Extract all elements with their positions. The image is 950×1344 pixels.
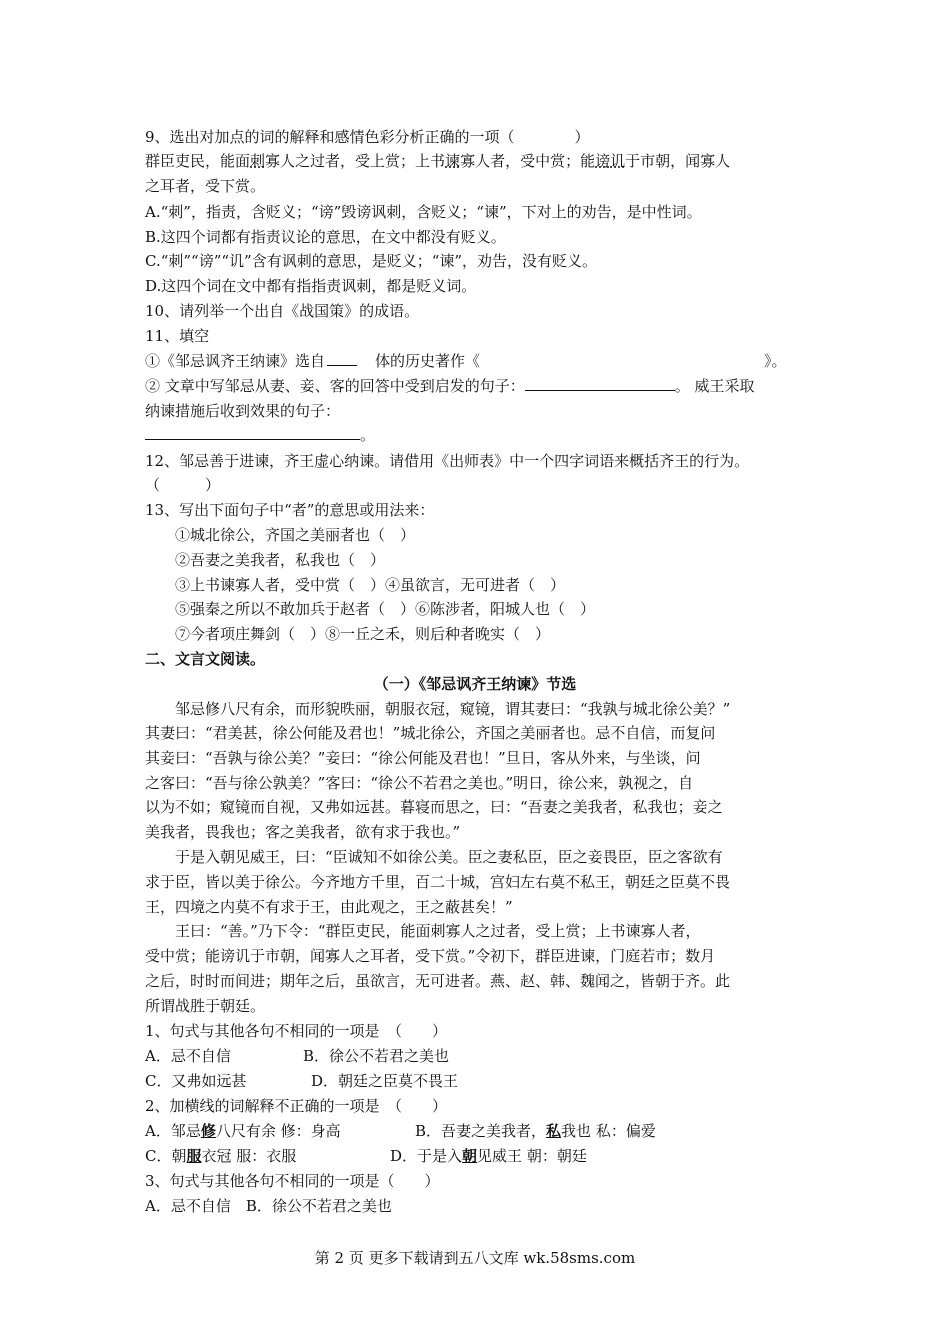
r2-options-cd: [145, 1144, 587, 1168]
r1-option-c: C．又弗如远甚: [145, 1072, 247, 1090]
r2-underlined-word: 私: [546, 1122, 562, 1140]
r1-title: 1、句式与其他各句不相同的一项是 （ ）: [145, 1022, 448, 1040]
q11-item1-text: ①《邹忌讽齐王纳谏》选自: [145, 352, 326, 370]
page-footer: 第 2 页 更多下载请到五八文库 wk.58sms.com: [314, 1249, 636, 1267]
r1-option-b: B．徐公不若君之美也: [303, 1047, 450, 1065]
passage-line: 以为不如；窥镜而自视，又弗如远甚。暮寝而思之，曰：“吾妻之美我者，私我也；妾之: [145, 798, 723, 816]
passage-line: 王，四境之内莫不有求于王，由此观之，王之蔽甚矣！”: [145, 898, 513, 916]
r2-underlined-word: 朝: [462, 1147, 478, 1165]
q9-dotted-word: 刺: [250, 152, 266, 170]
r2-option-b: [415, 1122, 656, 1140]
q9-dotted-word: 谏: [445, 152, 461, 170]
r1-option-a: A．忌不自信: [145, 1047, 231, 1065]
passage-line: 美我者，畏我也；客之美我者，欲有求于我也。”: [145, 823, 461, 841]
q11-item2-answer: [145, 423, 375, 447]
r2-option-a: [145, 1119, 415, 1143]
q9-stem-text: 群臣吏民，能面: [145, 152, 251, 170]
q9-title: 9、选出对加点的词的解释和感情色彩分析正确的一项（ ）: [145, 128, 590, 146]
r2-option-text: 八尺有余 修：身高: [215, 1122, 341, 1140]
q11-item1-text: 体的历史著作《: [375, 352, 481, 370]
q9-option-d: D.这四个词在文中都有指指责讽刺，都是贬义词。: [145, 277, 477, 295]
q9-stem-line2: 之耳者，受下赏。: [145, 177, 266, 195]
passage-line: 于是入朝见威王，曰：“臣诚知不如徐公美。臣之妻私臣，臣之妾畏臣，臣之客欲有: [175, 848, 723, 866]
q9-dotted-word: 谤: [595, 152, 611, 170]
q10: 10、请列举一个出自《战国策》的成语。: [145, 302, 420, 320]
r3-options: A．忌不自信 B．徐公不若君之美也: [145, 1197, 392, 1215]
passage-line: 受中赏；能谤讥于市朝，闻寡人之耳者，受下赏。”令初下，群臣进谏，门庭若市；数月: [145, 947, 716, 965]
answer-blank[interactable]: [525, 374, 675, 391]
answer-blank[interactable]: [327, 349, 357, 366]
passage-line: 王曰：“善。”乃下令：“群臣吏民，能面刺寡人之过者，受上赏；上书谏寡人者，: [175, 922, 701, 940]
passage-line: 之后，时时而间进；期年之后，虽欲言，无可进者。燕、赵、韩、魏闻之，皆朝于齐。此: [145, 972, 731, 990]
q13-item: ⑤强秦之所以不敢加兵于赵者（ ）⑥陈涉者，阳城人也（ ）: [175, 600, 596, 618]
q13-item: ③上书谏寡人者，受中赏（ ）④虽欲言，无可进者（ ）: [175, 576, 566, 594]
r2-underlined-word: 修: [200, 1122, 216, 1140]
section-heading: 二、文言文阅读。: [145, 650, 266, 668]
r2-option-text: 我也 私：偏爱: [561, 1122, 656, 1140]
q11-item2-cont: 纳谏措施后收到效果的句子：: [145, 402, 341, 420]
q9-dotted-word: 讥: [610, 152, 626, 170]
q9-option-a: A.“刺”，指责，含贬义；“谤”毁谤讽刺，含贬义；“谏”，下对上的劝告，是中性词。: [145, 203, 702, 221]
r2-title: 2、加横线的词解释不正确的一项是 （ ）: [145, 1097, 448, 1115]
q11-item2-text: ② 文章中写邹忌从妻、妾、客的回答中受到启发的句子：: [145, 377, 525, 395]
q9-stem-text: 于市朝，闻寡人: [625, 152, 731, 170]
r2-option-text: A．邹忌: [145, 1122, 201, 1140]
r2-option-text: C．朝: [145, 1147, 187, 1165]
passage-line: 所谓战胜于朝廷。: [145, 997, 266, 1015]
q9-stem-text: 寡人者，受中赏；能: [460, 152, 596, 170]
passage-line: 其妾曰：“吾孰与徐公美？”妾曰：“徐公何能及君也！”旦日，客从外来，与坐谈，问: [145, 749, 701, 767]
q11-item1-text: 》。: [764, 352, 787, 370]
r2-underlined-word: 服: [186, 1147, 202, 1165]
passage-line: 求于臣，皆以美于徐公。今齐地方千里，百二十城，宫妇左右莫不私王，朝廷之臣莫不畏: [145, 873, 731, 891]
r2-option-text: 见威王 朝：朝廷: [477, 1147, 587, 1165]
r2-option-d: [390, 1147, 587, 1165]
passage-line: 其妻曰：“君美甚，徐公何能及君也！”城北徐公，齐国之美丽者也。忌不自信，而复问: [145, 724, 716, 742]
q11-item2-end: 。: [360, 426, 376, 444]
q12-line2: （ ）: [145, 476, 221, 494]
q12-line1: 12、邹忌善于进谏，齐王虚心纳谏。请借用《出师表》中一个四字词语来概括齐王的行为。: [145, 452, 750, 470]
r2-options-ab: [145, 1119, 656, 1143]
answer-blank[interactable]: [145, 423, 360, 440]
passage-line: 之客曰：“吾与徐公孰美？”客曰：“徐公不若君之美也。”明日，徐公来，孰视之，自: [145, 774, 694, 792]
passage-title: （一）《邹忌讽齐王纳谏》节选: [373, 675, 577, 693]
r2-option-text: D．于是入: [390, 1147, 463, 1165]
q13-item: ①城北徐公，齐国之美丽者也（ ）: [175, 526, 416, 544]
q11-title: 11、填空: [145, 327, 210, 345]
q9-option-b: B.这四个词都有指责议论的意思，在文中都没有贬义。: [145, 228, 506, 246]
q9-stem-text: 寡人之过者，受上赏；上书: [265, 152, 446, 170]
q11-item2-text: 。 威王采取: [674, 377, 755, 395]
q9-stem-line1: [145, 149, 730, 173]
r2-option-c: [145, 1144, 390, 1168]
r1-options-ab: [145, 1044, 449, 1068]
r3-title: 3、句式与其他各句不相同的一项是（ ）: [145, 1172, 440, 1190]
q13-item: ②吾妻之美我者，私我也（ ）: [175, 551, 386, 569]
q9-option-c: C.“刺”“谤”“讥”含有讽刺的意思，是贬义；“谏”，劝告，没有贬义。: [145, 252, 598, 270]
r1-options-cd: [145, 1069, 458, 1093]
q13-title: 13、写出下面句子中“者”的意思或用法来：: [145, 501, 435, 519]
q11-item2: [145, 374, 755, 398]
r2-option-text: 衣冠 服：衣服: [201, 1147, 297, 1165]
q11-item1: [145, 349, 787, 373]
passage-line: 邹忌修八尺有余，而形貌昳丽，朝服衣冠，窥镜，谓其妻曰：“我孰与城北徐公美？”: [175, 700, 731, 718]
r2-option-text: B．吾妻之美我者，: [415, 1122, 547, 1140]
r1-option-d: D．朝廷之臣莫不畏王: [311, 1072, 459, 1090]
q13-item: ⑦今者项庄舞剑（ ）⑧一丘之禾，则后种者晚实（ ）: [175, 625, 551, 643]
